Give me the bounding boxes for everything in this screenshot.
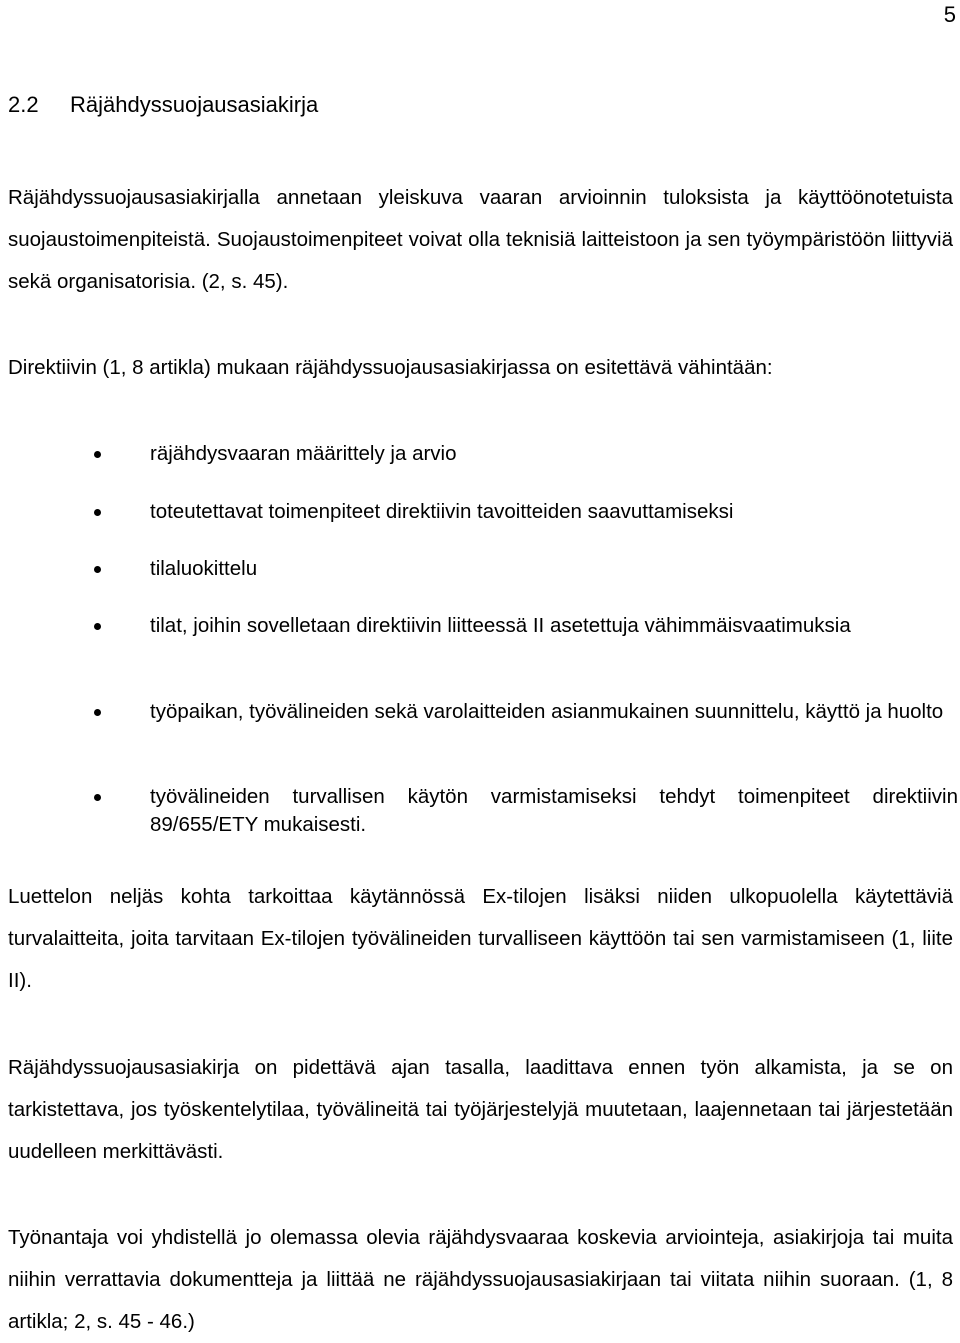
list-item-text: toteutettavat toimenpiteet direktiivin tavoitteiden saavuttamiseksi — [150, 500, 734, 523]
list-item — [150, 698, 958, 726]
list-item-text: työpaikan, työvälineiden sekä varolaitteiden asianmukainen suunnittelu, käyttö ja huolto — [150, 700, 944, 723]
bullet-icon — [94, 794, 101, 801]
list-item-text: tilaluokittelu — [150, 557, 258, 580]
paragraph-overview: Räjähdyssuojausasiakirjalla annetaan yleiskuva vaaran arvioinnin tuloksista ja käyttöönotetuista suojaustoimenpiteistä. Suojaustoimenpiteet voivat olla teknisiä laitteistoon ja sen työympäristöön liittyviä sekä organisatorisia. (2, s. 45). — [8, 186, 953, 293]
paragraph-fourth-item: Luettelon neljäs kohta tarkoittaa käytännössä Ex-tilojen lisäksi niiden ulkopuolella käytettäviä turvalaitteita, joita tarvitaan Ex-tilojen työvälineiden turvalliseen käyttöön tai sen varmistamiseen (1, liite II). — [8, 885, 953, 992]
paragraph-employer: Työnantaja voi yhdistellä jo olemassa olevia räjähdysvaaraa koskevia arviointeja, asiakirjoja tai muita niihin verrattavia dokumentteja ja liittää ne räjähdyssuojausasiakirjaan tai viitata niihin suoraan. (1, 8 artikla; 2, s. 45 - 46.) — [8, 1226, 953, 1333]
list-item — [150, 440, 958, 468]
paragraph-keep-updated: Räjähdyssuojausasiakirja on pidettävä ajan tasalla, laadittava ennen työn alkamista, ja se on tarkistettava, jos työskentelytilaa, työvälineitä tai työjärjestelyjä muutetaan, laajennetaan tai järjestetään uudelleen merkittävästi. — [8, 1056, 953, 1163]
bullet-icon — [94, 709, 101, 716]
list-item — [150, 498, 958, 526]
list-item — [150, 555, 958, 583]
page-number: 5 — [943, 2, 956, 27]
list-item-text: räjähdysvaaran määrittely ja arvio — [150, 442, 457, 465]
bullet-icon — [94, 509, 101, 516]
list-item — [150, 612, 958, 640]
paragraph-directive-intro: Direktiivin (1, 8 artikla) mukaan räjähdyssuojausasiakirjassa on esitettävä vähintään: — [8, 356, 773, 379]
bullet-icon — [94, 566, 101, 573]
section-title: Räjähdyssuojausasiakirja — [70, 92, 319, 117]
list-item-text: tilat, joihin sovelletaan direktiivin liitteessä II asetettuja vähimmäisvaatimuksia — [150, 614, 851, 637]
bullet-icon — [94, 451, 101, 458]
section-heading — [8, 92, 318, 118]
bullet-icon — [94, 623, 101, 630]
section-number: 2.2 — [8, 92, 39, 117]
list-item-text: työvälineiden turvallisen käytön varmistamiseksi tehdyt toimenpiteet direktiivin 89/655/ETY mukaisesti. — [150, 785, 958, 836]
list-item — [150, 783, 958, 839]
